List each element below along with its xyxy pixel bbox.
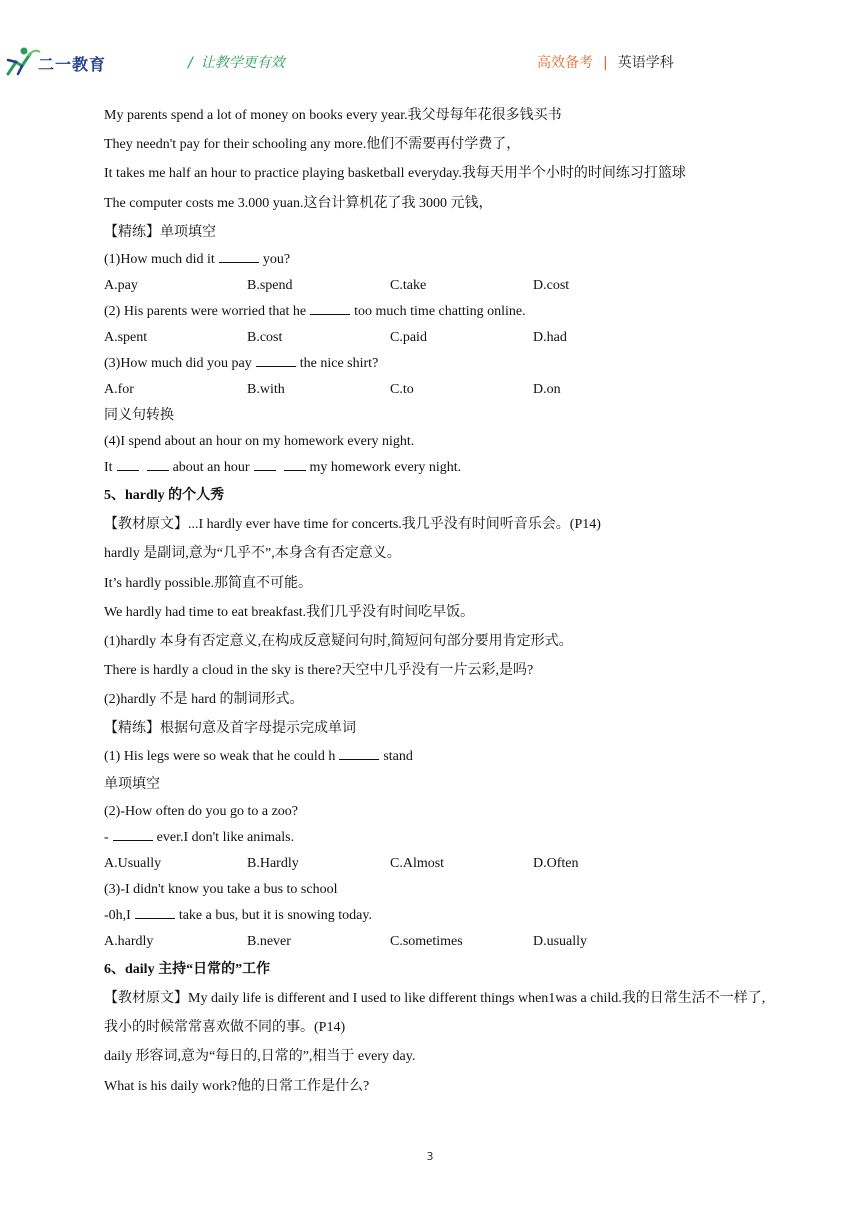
practice-3: (3)-I didn't know you take a bus to school (104, 881, 338, 897)
option-a[interactable]: A.Usually (104, 855, 162, 871)
practice-3-options (104, 929, 774, 955)
slogan-text: 让教学更有效 (200, 55, 285, 71)
answer-blank[interactable] (310, 300, 350, 315)
section-label: 单项填空 (104, 776, 160, 792)
option-c[interactable]: C.paid (390, 329, 427, 345)
text-line: 【教材原文】...I hardly ever have time for concerts.我几乎没有时间听音乐会。(P14) (104, 517, 601, 533)
option-a[interactable]: A.hardly (104, 933, 154, 949)
question-text: you? (262, 251, 291, 267)
question-4-rewrite (104, 455, 774, 481)
question-text: too much time chatting online. (354, 303, 526, 319)
option-d[interactable]: D.on (533, 381, 561, 397)
text-line: hardly 是副词,意为“几乎不”,本身含有否定意义。 (104, 546, 401, 562)
question-2 (104, 299, 774, 325)
text-line: (2)hardly 不是 hard 的制词形式。 (104, 692, 304, 708)
text-line: The computer costs me 3.000 yuan.这台计算机花了我 3000 元钱， (104, 195, 493, 211)
question-text: about an hour (172, 459, 250, 475)
practice-1 (104, 744, 774, 770)
section-label: 同义句转换 (104, 407, 174, 423)
section-heading: 5、hardly 的个人秀 (104, 487, 225, 503)
option-c[interactable]: C.sometimes (390, 933, 463, 949)
question-text: (2) His parents were worried that he (104, 303, 307, 319)
option-d[interactable]: D.usually (533, 933, 588, 949)
answer-blank[interactable] (339, 745, 379, 760)
answer-blank[interactable] (284, 456, 306, 471)
question-text: ever.I don't like animals. (156, 829, 295, 845)
answer-blank[interactable] (117, 456, 139, 471)
text-line: It’s hardly possible.那简直不可能。 (104, 575, 313, 591)
page-header (0, 0, 860, 90)
answer-blank[interactable] (219, 248, 259, 263)
answer-blank[interactable] (113, 826, 153, 841)
option-c[interactable]: C.take (390, 277, 427, 293)
question-text: (3)How much did you pay (104, 355, 252, 371)
question-text: take a bus, but it is snowing today. (178, 907, 372, 923)
header-tagline: 高效备考 (537, 55, 593, 71)
slogan-slash: / (188, 55, 193, 71)
option-b[interactable]: B.never (247, 933, 291, 949)
option-a[interactable]: A.spent (104, 329, 148, 345)
text-line: daily 形容词,意为“每日的,日常的”,相当于 every day. (104, 1049, 416, 1065)
text-line: We hardly had time to eat breakfast.我们几乎没有时间吃早饭。 (104, 604, 475, 620)
option-d[interactable]: D.cost (533, 277, 570, 293)
practice-2-answer (104, 825, 774, 851)
option-b[interactable]: B.cost (247, 329, 283, 345)
question-1-options (104, 273, 774, 299)
question-text: (1) His legs were so weak that he could h (104, 748, 336, 764)
option-a[interactable]: A.pay (104, 277, 138, 293)
question-text: -0h,I (104, 907, 131, 923)
option-d[interactable]: D.Often (533, 855, 579, 871)
option-b[interactable]: B.Hardly (247, 855, 299, 871)
answer-blank[interactable] (147, 456, 169, 471)
text-line: There is hardly a cloud in the sky is there?天空中几乎没有一片云彩,是吗? (104, 663, 534, 679)
option-d[interactable]: D.had (533, 329, 567, 345)
header-subject: 英语学科 (617, 55, 674, 71)
option-b[interactable]: B.spend (247, 277, 293, 293)
logo-text: 二一教育 (38, 55, 107, 74)
question-2-options (104, 325, 774, 351)
option-b[interactable]: B.with (247, 381, 285, 397)
practice-2: (2)-How often do you go to a zoo? (104, 803, 299, 819)
question-text: It (104, 459, 113, 475)
section-label: 【精练】单项填空 (104, 224, 216, 240)
practice-2-options (104, 851, 774, 877)
option-c[interactable]: C.Almost (390, 855, 445, 871)
answer-blank[interactable] (256, 352, 296, 367)
question-1 (104, 247, 774, 273)
text-line: (1)hardly 本身有否定意义,在构成反意疑问句时,简短问句部分要用肯定形式。 (104, 633, 573, 649)
question-text: the nice shirt? (299, 355, 379, 371)
question-text: my homework every night. (309, 459, 462, 475)
header-slogan (188, 52, 285, 72)
header-separator: | (603, 55, 608, 71)
question-text: stand (383, 748, 413, 764)
option-c[interactable]: C.to (390, 381, 414, 397)
question-text: (1)How much did it (104, 251, 215, 267)
page-number: 3 (426, 1150, 434, 1163)
answer-blank[interactable] (135, 904, 175, 919)
section-heading: 6、daily 主持“日常的”工作 (104, 961, 271, 977)
question-text: - (104, 829, 109, 845)
question-3-options (104, 377, 774, 403)
header-right (537, 52, 674, 72)
question-4: (4)I spend about an hour on my homework every night. (104, 433, 415, 449)
option-a[interactable]: A.for (104, 381, 134, 397)
document-body (104, 101, 774, 1101)
text-line: My parents spend a lot of money on books every year.我父母每年花很多钱买书 (104, 108, 562, 123)
question-3 (104, 351, 774, 377)
text-line: What is his daily work?他的日常工作是什么? (104, 1078, 370, 1094)
answer-blank[interactable] (254, 456, 276, 471)
text-line: They needn't pay for their schooling any more.他们不需要再付学费了， (104, 137, 521, 153)
section-label: 【精练】根据句意及首字母提示完成单词 (104, 721, 356, 737)
text-line: 【教材原文】My daily life is different and I used to like different things when1was a child.我的日常生活不一样了,我小的时候常常喜欢做不同的事。(P14) (104, 991, 766, 1036)
text-line: It takes me half an hour to practice playing basketball everyday.我每天用半个小时的时间练习打篮球 (104, 166, 686, 182)
practice-3-answer (104, 903, 774, 929)
